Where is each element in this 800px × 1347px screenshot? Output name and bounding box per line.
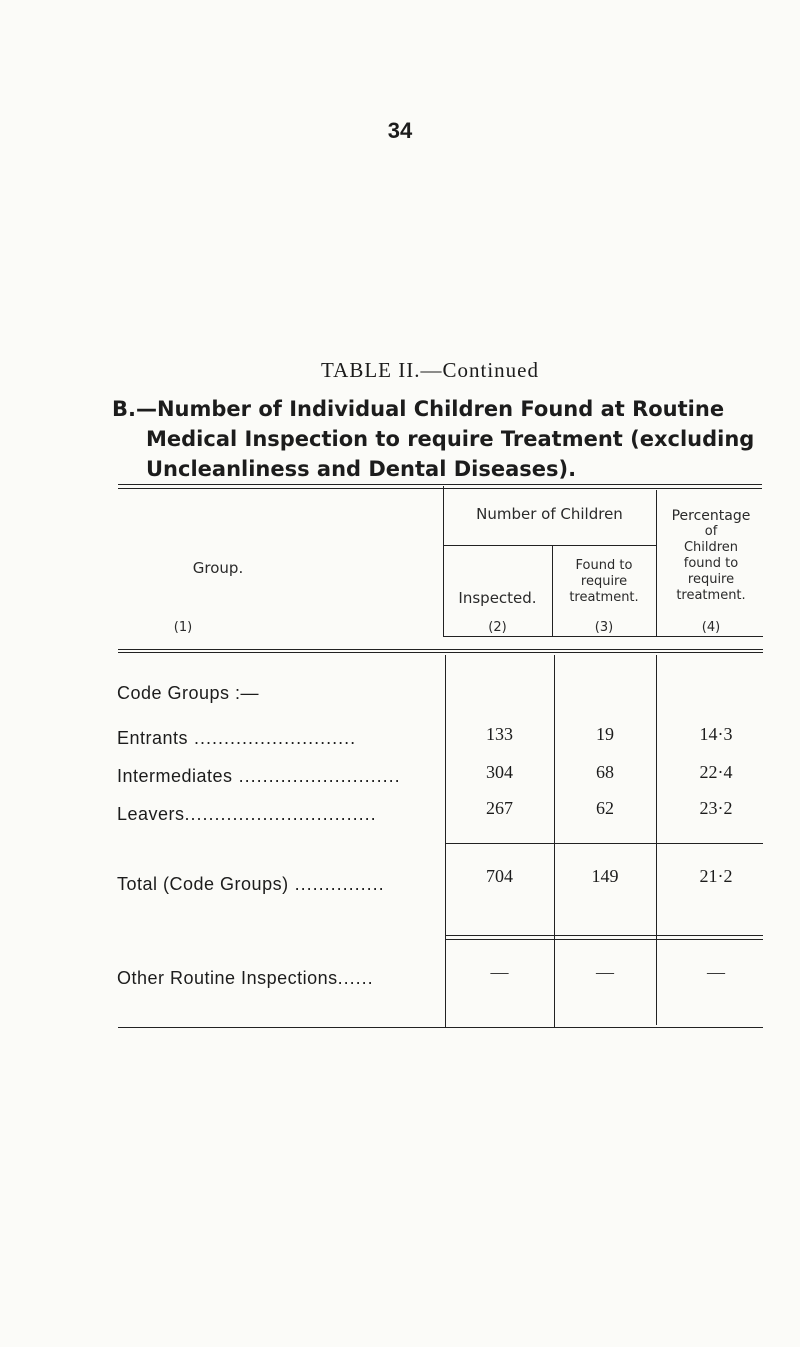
inspected-column-number: (2) xyxy=(488,620,507,635)
total-inspected: 704 xyxy=(486,866,513,886)
table-row-label: Entrants ........................... xyxy=(117,728,357,748)
table-cell-inspected: 267 xyxy=(486,798,513,818)
table-cell-percentage: 14·3 xyxy=(699,724,733,744)
group-header: Group. xyxy=(192,559,244,577)
total-rule xyxy=(445,935,763,936)
number-of-children-header: Number of Children xyxy=(476,505,623,523)
table-cell-found: 62 xyxy=(596,798,614,818)
table-top-rule-2 xyxy=(118,488,762,489)
number-of-children-rule xyxy=(443,545,656,546)
inspected-header: Inspected. xyxy=(458,589,537,607)
table-title: TABLE II.—Continued xyxy=(321,358,539,382)
section-heading xyxy=(112,394,772,484)
other-found: — xyxy=(596,962,614,982)
page-number: 34 xyxy=(387,118,413,143)
table-cell-inspected: 304 xyxy=(486,762,513,782)
header-bottom-rule-2 xyxy=(118,652,763,653)
heading-line-1: B.—Number of Individual Children Found at Routine xyxy=(112,397,725,421)
table-row-label: Leavers................................ xyxy=(117,804,377,824)
header-bottom-rule xyxy=(118,649,763,650)
percentage-column-number: (4) xyxy=(701,620,721,635)
table-row-label: Intermediates ........................... xyxy=(117,766,401,786)
total-rule-2 xyxy=(445,939,763,940)
table-cell-inspected: 133 xyxy=(486,724,513,744)
other-row-label: Other Routine Inspections...... xyxy=(117,968,374,988)
total-percentage: 21·2 xyxy=(699,866,733,886)
table-cell-percentage: 22·4 xyxy=(699,762,733,782)
table-cell-percentage: 23·2 xyxy=(699,798,733,818)
subtotal-rule xyxy=(445,843,763,844)
heading-line-2: Medical Inspection to require Treatment (excluding xyxy=(146,427,755,451)
table-bottom-rule xyxy=(118,1027,763,1028)
found-column-number: (3) xyxy=(594,620,614,635)
table-top-rule xyxy=(118,484,762,485)
other-inspected: — xyxy=(490,962,509,982)
total-found: 149 xyxy=(591,866,619,886)
other-percentage: — xyxy=(707,962,725,982)
heading-line-3: Uncleanliness and Dental Diseases). xyxy=(146,457,577,481)
code-groups-label: Code Groups :— xyxy=(117,683,260,703)
header-bottom-rule-right xyxy=(443,636,763,637)
percentage-header: Percentage of Children found to require treatment. xyxy=(671,508,751,603)
group-column-number: (1) xyxy=(173,620,193,635)
found-header: Found to require treatment. xyxy=(569,558,639,605)
total-row-label: Total (Code Groups) ............... xyxy=(117,874,385,894)
table-cell-found: 68 xyxy=(596,762,614,782)
table-cell-found: 19 xyxy=(596,724,614,744)
